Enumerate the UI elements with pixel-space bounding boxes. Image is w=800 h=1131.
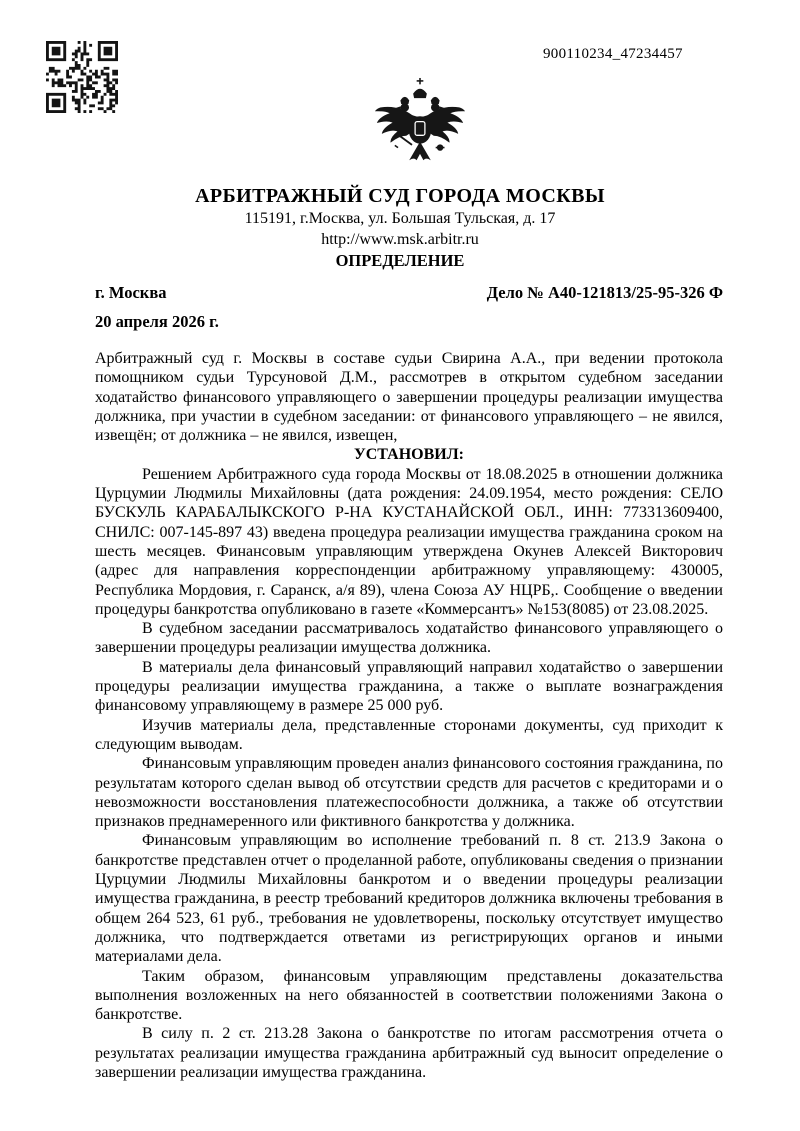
body-paragraph: Решением Арбитражного суда города Москвы от 18.08.2025 в отношении должника Цурцумии Людмилы Михайловны (дата рождения: 24.09.1954, место рождения: СЕЛО БУСКУЛЬ КАРАБАЛЫКСКОГО Р-НА КУСТАНАЙСКОЙ ОБЛ., ИНН: 773313609400, СНИЛС: 007-145-897 43) введена процедура реализации имущества гражданина сроком на шесть месяцев. Финансовым управляющим утверждена Окунев Алексей Викторович (адрес для направления корреспонденции арбитражному управляющему: 430005, Республика Мордовия, г. Саранск, а/я 89), члена Союза АУ НЦРБ,. Сообщение о введении процедуры банкротства опубликовано в газете «Коммерсантъ» №153(8085) от 23.08.2025.	[95, 465, 723, 618]
body-paragraph: Финансовым управляющим во исполнение требований п. 8 ст. 213.9 Закона о банкротстве представлен отчет о проделанной работе, опубликованы сведения о признании Цурцумии Людмилы Михайловны банкротом и о введении процедуры реализации имущества гражданина, в реестр требований кредиторов должника включены требования в общем 264 523, 61 руб., требования не удовлетворены, поскольку отсутствует имущество должника, что подтверждается ответами из регистрирующих органов и иными материалами дела.	[95, 832, 723, 966]
intro-paragraph: Арбитражный суд г. Москвы в составе судьи Свирина А.А., при ведении протокола помощником судьи Турсуновой Д.М., рассмотрев в открытом судебном заседании ходатайство финансового управляющего о завершении процедуры реализации имущества должника, при участии в судебном заседании: от финансового управляющего – не явился, извещён; от должника – не явился, извещен,	[95, 350, 723, 445]
body-paragraph: Таким образом, финансовым управляющим представлены доказательства выполнения возложенных на него обязанностей в соответствии положениями Закона о банкротстве.	[95, 967, 723, 1024]
established-heading: УСТАНОВИЛ:	[354, 446, 464, 464]
issue-city: г. Москва	[95, 283, 167, 302]
coat-of-arms-icon	[371, 76, 469, 176]
document-number: 900110234_47234457	[543, 46, 683, 62]
case-info-line	[95, 283, 723, 303]
case-number: Дело № А40-121813/25-95-326 Ф	[486, 283, 723, 302]
decision-date: 20 апреля 2026 г.	[95, 312, 219, 331]
document-type-title: ОПРЕДЕЛЕНИЕ	[335, 251, 465, 270]
court-name: АРБИТРАЖНЫЙ СУД ГОРОДА МОСКВЫ	[195, 185, 605, 207]
body-paragraph: В судебном заседании рассматривалось ходатайство финансового управляющего о завершении процедуры реализации имущества должника.	[95, 620, 723, 657]
court-letterhead	[0, 184, 800, 271]
court-address: 115191, г.Москва, ул. Большая Тульская, д. 17	[244, 210, 556, 227]
qr-code-icon	[46, 41, 118, 113]
court-website: http://www.msk.arbitr.ru	[321, 231, 479, 248]
body-paragraph: В материалы дела финансовый управляющий направил ходатайство о завершении процедуры реализации имущества гражданина, а также о выплате вознаграждения финансовому управляющему в размере 25 000 руб.	[95, 658, 723, 715]
document-body	[95, 349, 723, 1082]
body-paragraph: Изучив материалы дела, представленные сторонами документы, суд приходит к следующим выводам.	[95, 716, 723, 753]
body-paragraph: Финансовым управляющим проведен анализ финансового состояния гражданина, по результатам которого сделан вывод об отсутствии средств для расчетов с кредиторами и о невозможности восстановления платежеспособности должника, а также об отсутствии признаков преднамеренного или фиктивного банкротства у должника.	[95, 755, 723, 831]
body-paragraph: В силу п. 2 ст. 213.28 Закона о банкротстве по итогам рассмотрения отчета о результатах реализации имущества гражданина арбитражный суд выносит определение о завершении реализации имущества гражданина.	[95, 1025, 723, 1081]
